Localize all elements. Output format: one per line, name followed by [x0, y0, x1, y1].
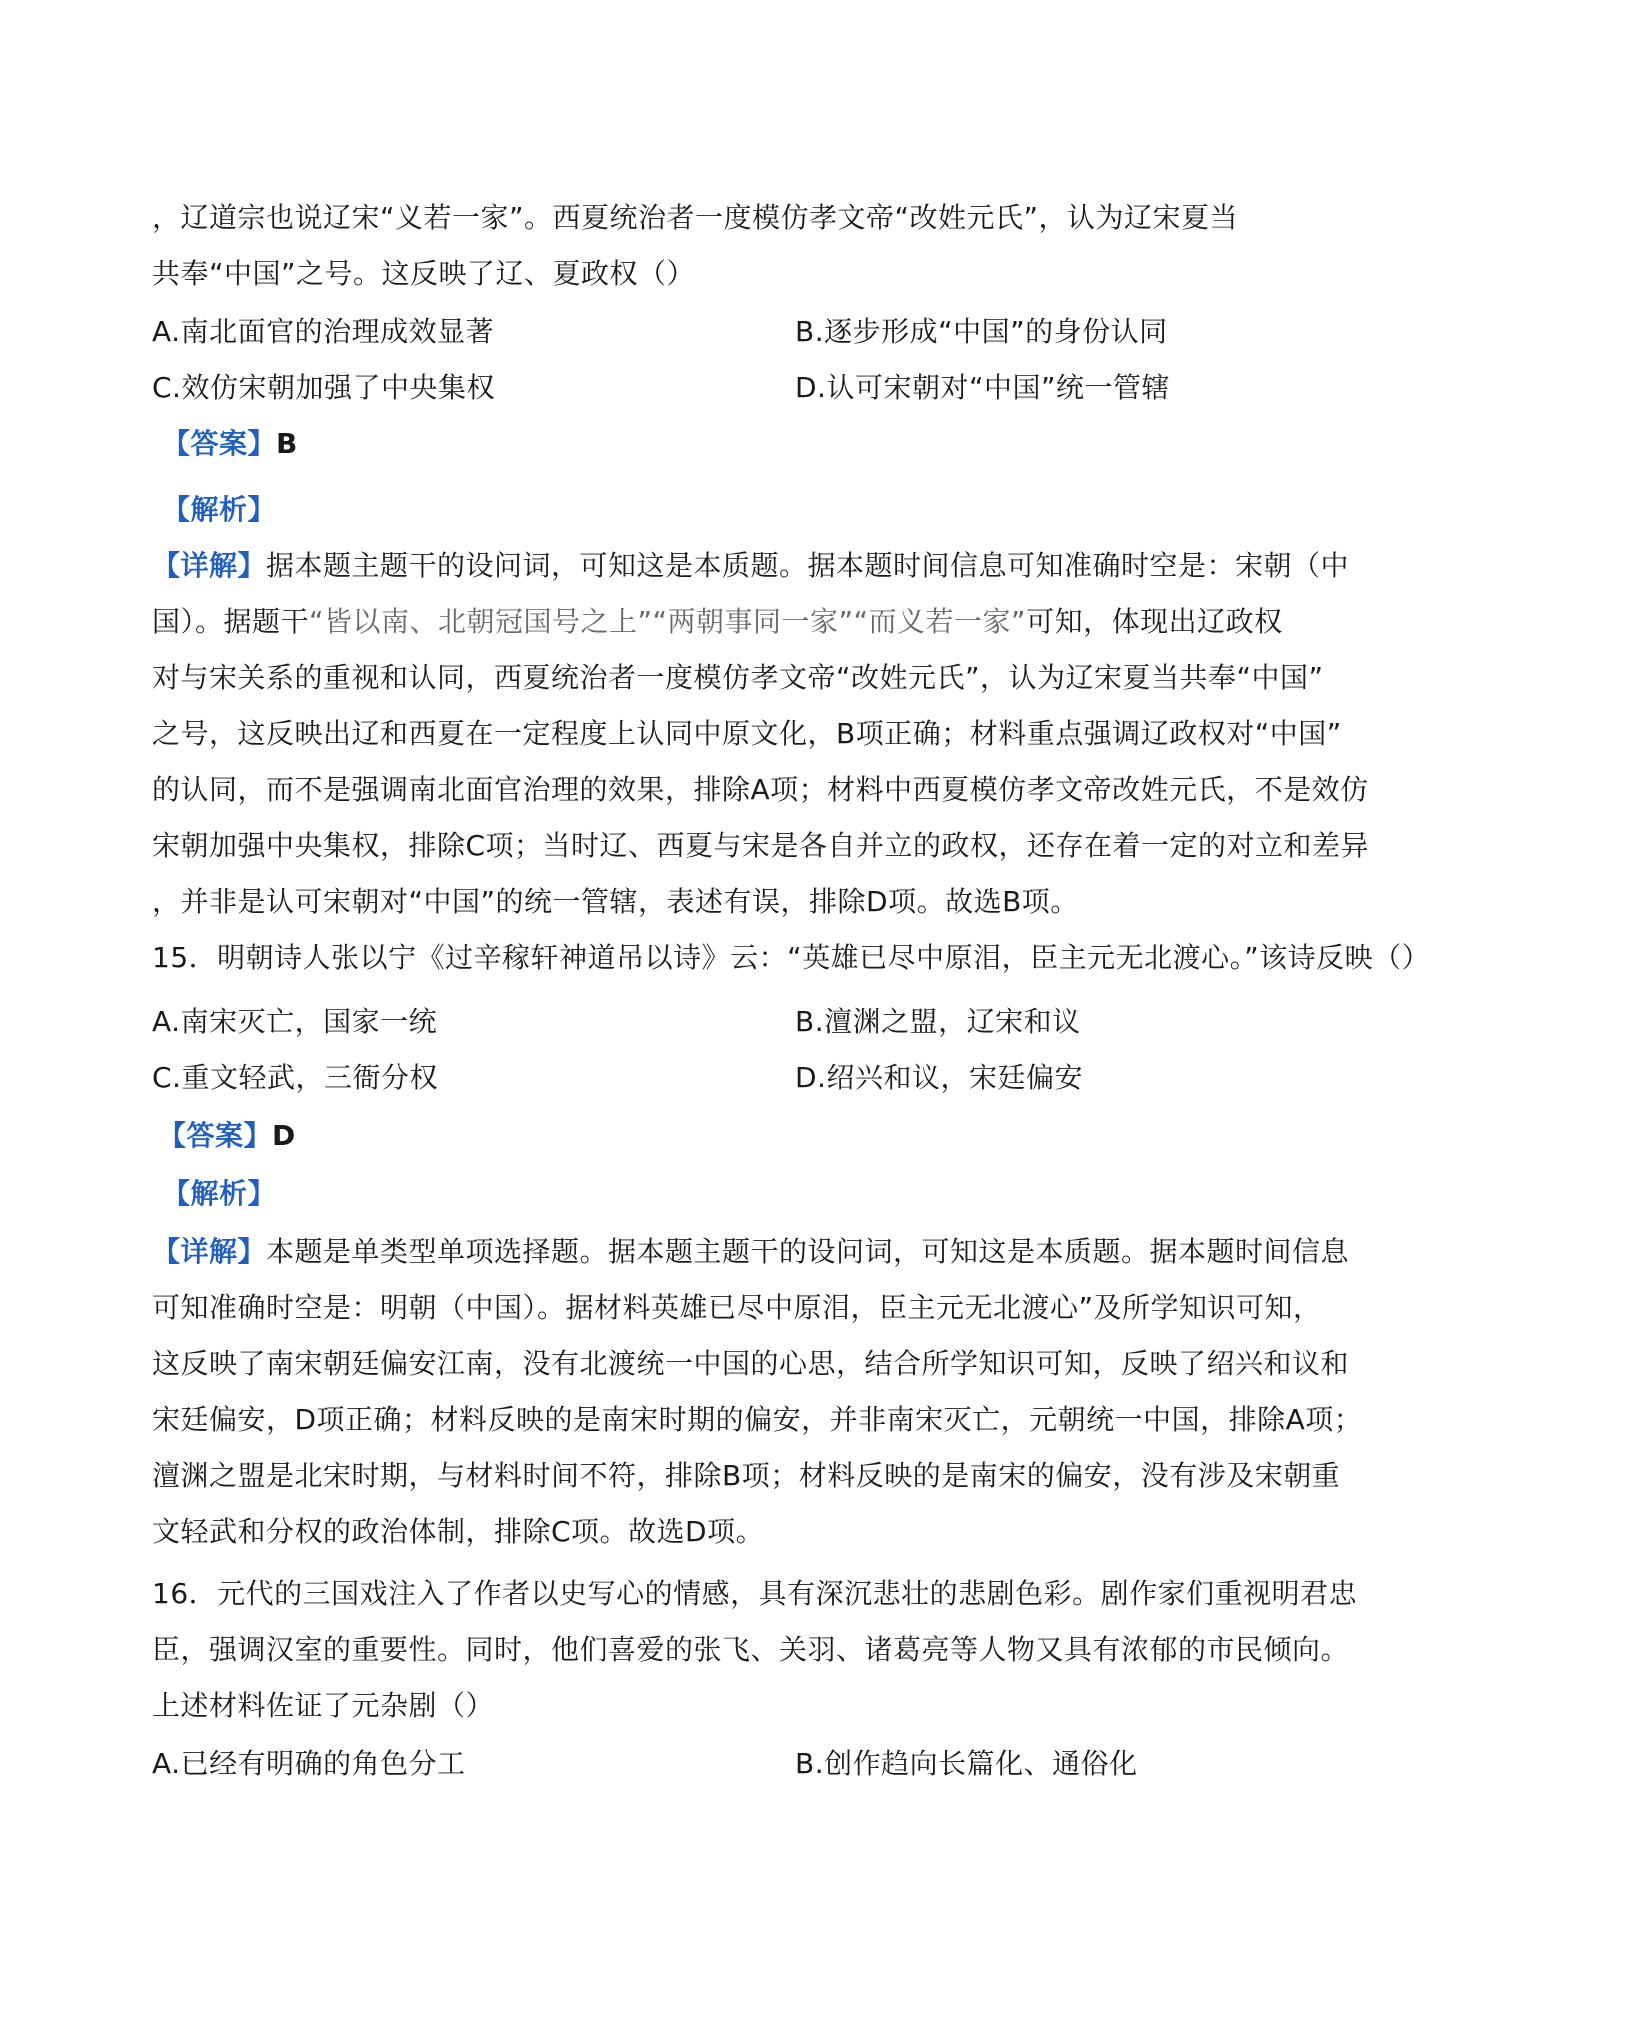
q16-option-b: B.创作趋向长篇化、通俗化 — [795, 1747, 1138, 1780]
q15-option-a: A.南宋灭亡，国家一统 — [152, 1005, 438, 1038]
q15-stem: 15．明朝诗人张以宁《过辛稼轩神道吊以诗》云：“英雄已尽中原泪，臣主元无北渡心。”该诗反映（） — [152, 941, 1431, 974]
q14-stem-line-1: ，辽道宗也说辽宋“义若一家”。西夏统治者一度模仿孝文帝“改姓元氏”，认为辽宋夏当 — [152, 201, 1239, 234]
q15-detail-line-5: 澶渊之盟是北宋时期，与材料时间不符，排除B项；材料反映的是南宋的偏安，没有涉及宋朝重 — [152, 1459, 1341, 1492]
answer-tag: 【答案】 — [162, 427, 277, 460]
detail-text: 本题是单类型单项选择题。据本题主题干的设问词，可知这是本质题。据本题时间信息 — [266, 1235, 1350, 1268]
q15-analysis-heading — [162, 1174, 276, 1214]
answer-letter: B — [276, 427, 298, 460]
q15-detail-line-4: 宋廷偏安，D项正确；材料反映的是南宋时期的偏安，并非南宋灭亡，元朝统一中国，排除A项； — [152, 1403, 1363, 1436]
q14-option-c: C.效仿宋朝加强了中央集权 — [152, 371, 495, 404]
q15-option-c: C.重文轻武，三衙分权 — [152, 1061, 438, 1094]
q15-answer — [158, 1116, 296, 1156]
q14-answer — [162, 424, 298, 464]
q14-stem-line-2: 共奉“中国”之号。这反映了辽、夏政权（） — [152, 257, 696, 290]
q14-detail-line-1 — [152, 546, 1349, 586]
q14-detail-line-6: 宋朝加强中央集权，排除C项；当时辽、西夏与宋是各自并立的政权，还存在着一定的对立和差异 — [152, 829, 1370, 862]
q14-option-a: A.南北面官的治理成效显著 — [152, 315, 495, 348]
answer-tag: 【答案】 — [158, 1119, 273, 1152]
q16-stem-line-3: 上述材料佐证了元杂剧（） — [152, 1689, 495, 1722]
q15-detail-line-2: 可知准确时空是：明朝（中国）。据材料英雄已尽中原泪，臣主元无北渡心”及所学知识可知， — [152, 1291, 1322, 1324]
q14-detail-line-4: 之号，这反映出辽和西夏在一定程度上认同中原文化，B项正确；材料重点强调辽政权对“中国” — [152, 717, 1342, 750]
q14-analysis-heading — [162, 490, 276, 530]
detail-tag: 【详解】 — [152, 549, 267, 582]
q15-detail-line-1 — [152, 1232, 1349, 1272]
q14-option-d: D.认可宋朝对“中国”统一管辖 — [795, 371, 1170, 404]
q14-detail-line-7: ，并非是认可宋朝对“中国”的统一管辖，表述有误，排除D项。故选B项。 — [152, 885, 1079, 918]
q15-option-b: B.澶渊之盟，辽宋和议 — [795, 1005, 1081, 1038]
q15-detail-line-6: 文轻武和分权的政治体制，排除C项。故选D项。 — [152, 1515, 765, 1548]
detail-quote: “皆以南、北朝冠国号之上”“两朝事同一家”“而义若一家” — [309, 605, 1027, 638]
q15-option-d: D.绍兴和议，宋廷偏安 — [795, 1061, 1083, 1094]
q14-detail-line-2 — [152, 602, 1283, 642]
q14-option-b: B.逐步形成“中国”的身份认同 — [795, 315, 1168, 348]
q14-detail-line-3: 对与宋关系的重视和认同，西夏统治者一度模仿孝文帝“改姓元氏”，认为辽宋夏当共奉“中国” — [152, 661, 1324, 694]
answer-letter: D — [272, 1119, 296, 1152]
detail-text: 国）。据题干 — [152, 605, 310, 638]
detail-text: 可知，体现出辽政权 — [1026, 605, 1283, 638]
q16-option-a: A.已经有明确的角色分工 — [152, 1747, 466, 1780]
q16-stem-line-1: 16．元代的三国戏注入了作者以史写心的情感，具有深沉悲壮的悲剧色彩。剧作家们重视明君忠 — [152, 1577, 1358, 1610]
q14-detail-line-5: 的认同，而不是强调南北面官治理的效果，排除A项；材料中西夏模仿孝文帝改姓元氏，不是效仿 — [152, 773, 1369, 806]
analysis-tag: 【解析】 — [162, 1177, 277, 1210]
q16-stem-line-2: 臣，强调汉室的重要性。同时，他们喜爱的张飞、关羽、诸葛亮等人物又具有浓郁的市民倾向。 — [152, 1633, 1350, 1666]
detail-text: 据本题主题干的设问词，可知这是本质题。据本题时间信息可知准确时空是：宋朝（中 — [266, 549, 1350, 582]
q15-detail-line-3: 这反映了南宋朝廷偏安江南，没有北渡统一中国的心思，结合所学知识可知，反映了绍兴和议和 — [152, 1347, 1350, 1380]
analysis-tag: 【解析】 — [162, 493, 277, 526]
detail-tag: 【详解】 — [152, 1235, 267, 1268]
